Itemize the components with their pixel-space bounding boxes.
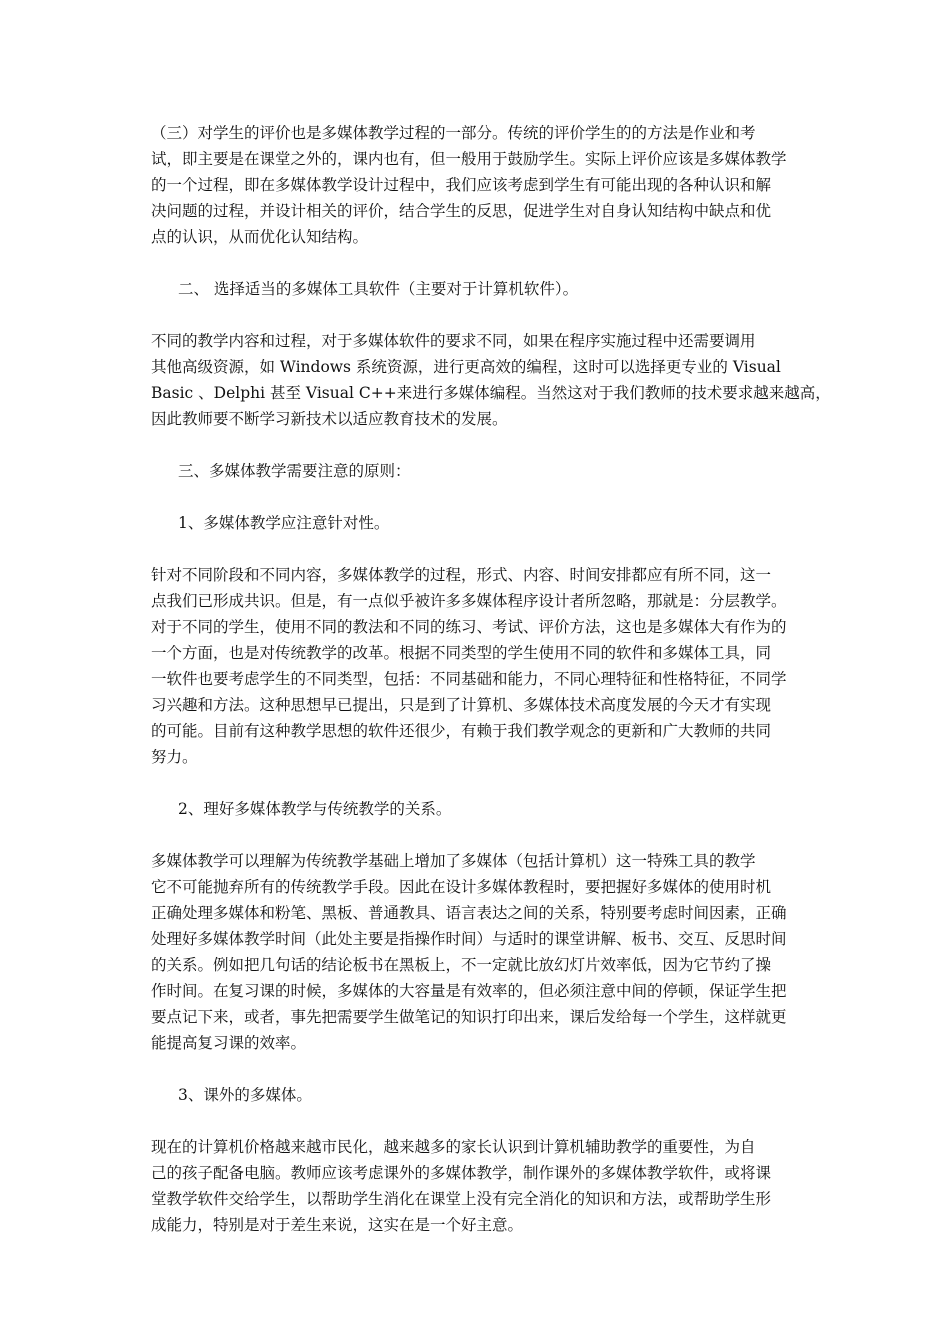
- subsection-heading-extracurricular: 3、课外的多媒体。: [178, 1086, 312, 1104]
- text-line: 的一个过程，即在多媒体教学设计过程中，我们应该考虑到学生有可能出现的各种认识和解: [151, 176, 772, 194]
- text-line: 堂教学软件交给学生，以帮助学生消化在课堂上没有完全消化的知识和方法，或帮助学生形: [151, 1190, 772, 1208]
- text-line: （三）对学生的评价也是多媒体教学过程的一部分。传统的评价学生的的方法是作业和考: [151, 124, 756, 142]
- text-line: 己的孩子配备电脑。教师应该考虑课外的多媒体教学，制作课外的多媒体教学软件，或将课: [151, 1164, 772, 1182]
- document-page: [143, 120, 831, 1264]
- text-line: 现在的计算机价格越来越市民化，越来越多的家长认识到计算机辅助教学的重要性，为自: [151, 1138, 756, 1156]
- text-line: 努力。: [151, 748, 198, 766]
- text-line: 因此教师要不断学习新技术以适应教育技术的发展。: [151, 410, 508, 428]
- subsection-heading-targeting: 1、多媒体教学应注意针对性。: [178, 514, 390, 532]
- paragraph-extracurricular: [143, 1134, 815, 1238]
- text-line: 针对不同阶段和不同内容，多媒体教学的过程，形式、内容、时间安排都应有所不同，这一: [151, 566, 772, 584]
- text-line: 它不可能抛弃所有的传统教学手段。因此在设计多媒体教程时，要把握好多媒体的使用时机: [151, 878, 772, 896]
- text-line: 的关系。例如把几句话的结论板书在黑板上，不一定就比放幻灯片效率低，因为它节约了操: [151, 956, 772, 974]
- text-line: 一个方面，也是对传统教学的改革。根据不同类型的学生使用不同的软件和多媒体工具，同: [151, 644, 772, 662]
- text-line: 能提高复习课的效率。: [151, 1034, 307, 1052]
- section-heading-principles: 三、多媒体教学需要注意的原则：: [178, 462, 411, 480]
- text-line: 多媒体教学可以理解为传统教学基础上增加了多媒体（包括计算机）这一特殊工具的教学: [151, 852, 756, 870]
- text-line: 的可能。目前有这种教学思想的软件还很少，有赖于我们教学观念的更新和广大教师的共同: [151, 722, 772, 740]
- text-line: 要点记下来，或者，事先把需要学生做笔记的知识打印出来，课后发给每一个学生，这样就更: [151, 1008, 787, 1026]
- subsection-heading-relationship: 2、理好多媒体教学与传统教学的关系。: [178, 800, 452, 818]
- paragraph-software-requirements: [143, 328, 831, 432]
- text-line: 正确处理多媒体和粉笔、黑板、普通教具、语言表达之间的关系，特别要考虑时间因素，正确: [151, 904, 787, 922]
- text-line: 其他高级资源，如 Windows 系统资源，进行更高效的编程，这时可以选择更专业的 Visual: [151, 358, 781, 376]
- text-line: 成能力，特别是对于差生来说，这实在是一个好主意。: [151, 1216, 524, 1234]
- text-line: 处理好多媒体教学时间（此处主要是指操作时间）与适时的课堂讲解、板书、交互、反思时间: [151, 930, 787, 948]
- paragraph-student-evaluation: [143, 120, 815, 250]
- section-heading-tools: 二、 选择适当的多媒体工具软件（主要对于计算机软件）。: [178, 280, 579, 298]
- text-line: Basic 、Delphi 甚至 Visual C++来进行多媒体编程。当然这对于我们教师的技术要求越来越高，: [151, 384, 831, 402]
- text-line: 试，即主要是在课堂之外的，课内也有，但一般用于鼓励学生。实际上评价应该是多媒体教学: [151, 150, 787, 168]
- paragraph-targeting: [143, 562, 815, 770]
- text-line: 习兴趣和方法。这种思想早已提出，只是到了计算机、多媒体技术高度发展的今天才有实现: [151, 696, 772, 714]
- text-line: 点我们已形成共识。但是，有一点似乎被许多多媒体程序设计者所忽略，那就是：分层教学。: [151, 592, 787, 610]
- paragraph-relationship: [143, 848, 815, 1056]
- text-line: 不同的教学内容和过程，对于多媒体软件的要求不同，如果在程序实施过程中还需要调用: [151, 332, 756, 350]
- text-line: 决问题的过程，并设计相关的评价，结合学生的反思，促进学生对自身认知结构中缺点和优: [151, 202, 772, 220]
- text-line: 对于不同的学生，使用不同的教法和不同的练习、考试、评价方法，这也是多媒体大有作为的: [151, 618, 787, 636]
- text-line: 点的认识，从而优化认知结构。: [151, 228, 369, 246]
- text-line: 一软件也要考虑学生的不同类型，包括：不同基础和能力，不同心理特征和性格特征，不同学: [151, 670, 787, 688]
- text-line: 作时间。在复习课的时候，多媒体的大容量是有效率的，但必须注意中间的停顿，保证学生把: [151, 982, 787, 1000]
